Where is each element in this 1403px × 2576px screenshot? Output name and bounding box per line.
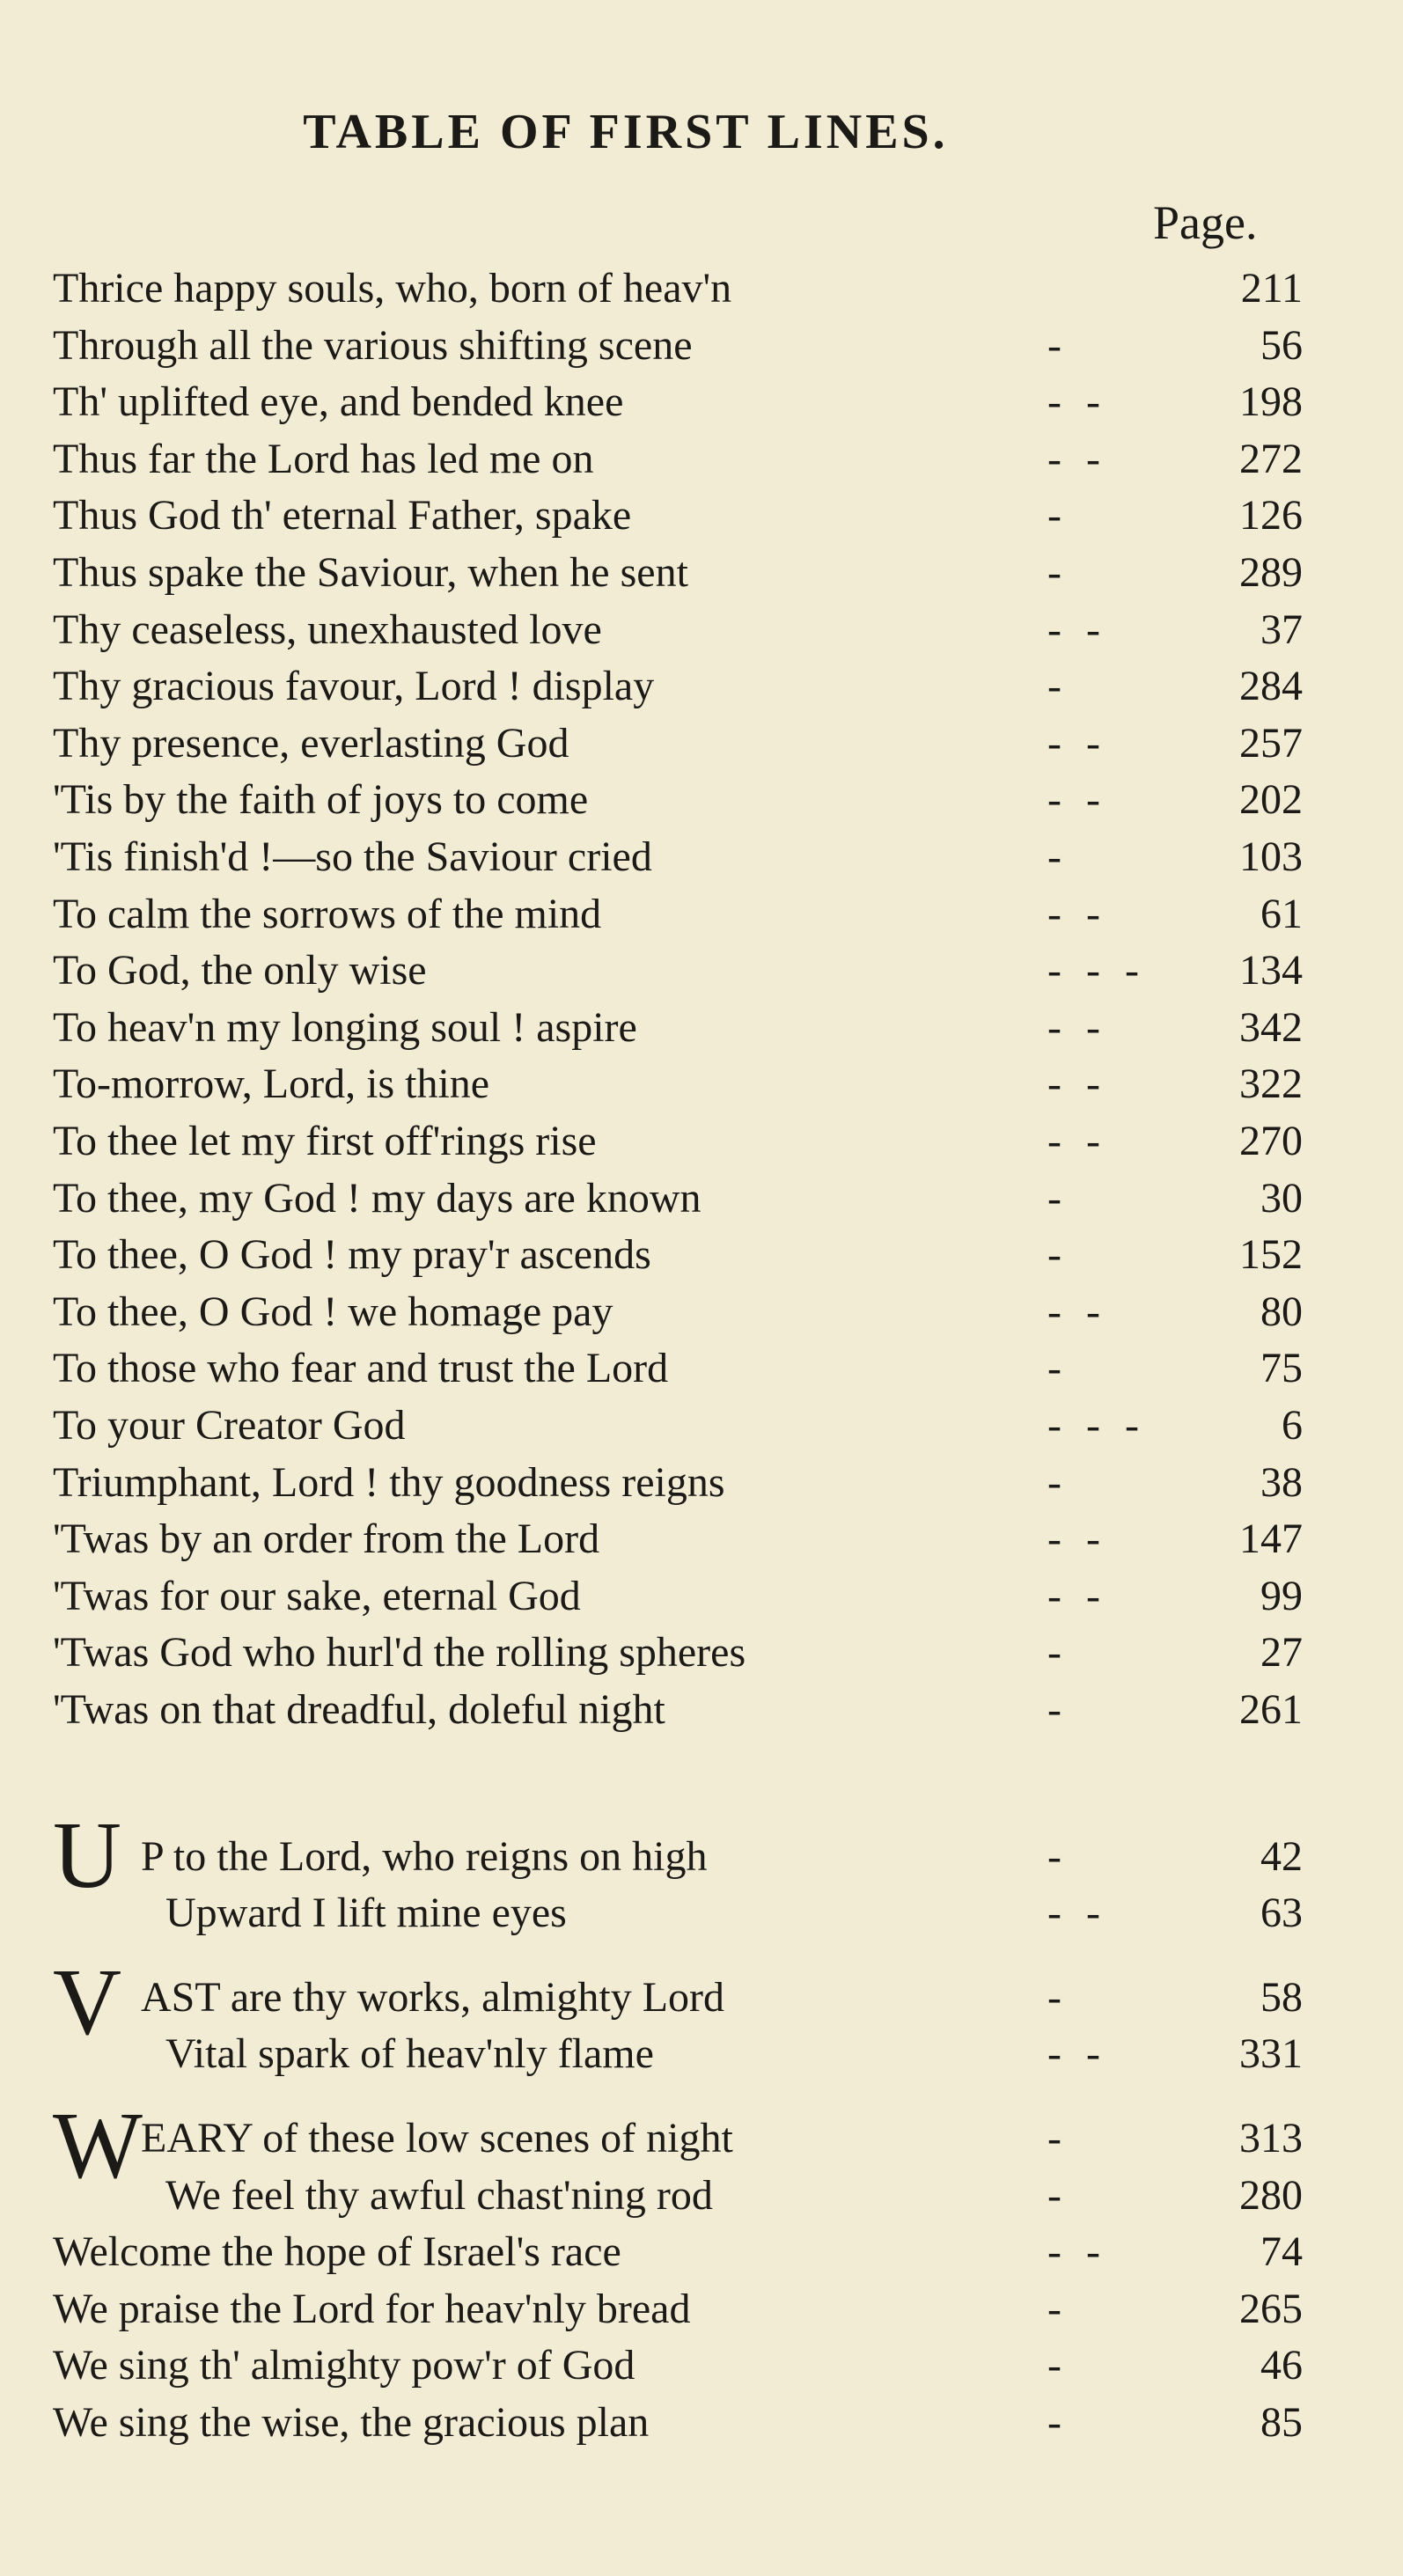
page-number: 80 [1260, 1288, 1303, 1335]
first-line-text: Thus far the Lord has led me on [53, 435, 594, 482]
first-line-text: Welcome the hope of Israel's race [53, 2228, 621, 2276]
first-line-text: P to the Lord, who reigns on high [141, 1833, 708, 1880]
leader-dashes: - [1047, 1833, 1069, 1880]
leader-dashes: - - [1047, 1288, 1107, 1335]
page-number: 313 [1239, 2115, 1303, 2161]
index-entry [53, 716, 1303, 772]
index-entry [53, 374, 1303, 430]
leader-dashes: - - [1047, 605, 1107, 653]
page-number: 74 [1260, 2228, 1303, 2276]
index-entry [53, 1171, 1303, 1227]
first-line-text: To those who fear and trust the Lord [53, 1345, 669, 1392]
index-entry [53, 1829, 1303, 1885]
drop-cap-v: V [53, 1950, 121, 2055]
first-line-text: To heav'n my longing soul ! aspire [53, 1003, 637, 1051]
first-line-text: To thee let my first off'rings rise [53, 1118, 597, 1164]
leader-dashes: - [1047, 2285, 1069, 2332]
page-number: 63 [1260, 1890, 1303, 1936]
leader-dashes: - [1047, 1345, 1069, 1392]
page-number: 322 [1239, 1060, 1303, 1108]
page-number: 56 [1260, 321, 1303, 369]
index-entry [53, 2110, 1303, 2167]
page-number: 342 [1239, 1003, 1303, 1051]
leader-dashes: - [1047, 1686, 1069, 1733]
index-entry [53, 1056, 1303, 1112]
leader-dashes: - - [1047, 1118, 1107, 1164]
leader-dashes: - [1047, 492, 1069, 539]
index-entry [53, 2026, 1303, 2082]
index-entry [53, 1885, 1303, 1941]
index-entry [53, 658, 1303, 715]
first-line-text: To thee, O God ! my pray'r ascends [53, 1231, 651, 1279]
leader-dashes: - - [1047, 2030, 1107, 2077]
page-number: 46 [1260, 2342, 1303, 2389]
page-number: 265 [1239, 2285, 1303, 2332]
first-line-text: Through all the various shifting scene [53, 321, 693, 369]
drop-cap-w: W [53, 2094, 143, 2198]
page-number: 280 [1239, 2171, 1303, 2219]
leader-dashes: - - [1047, 1890, 1107, 1936]
page-number: 198 [1239, 378, 1303, 426]
first-line-text: 'Twas on that dreadful, doleful night [53, 1686, 665, 1733]
page-number: 202 [1239, 776, 1303, 824]
index-entry [53, 318, 1303, 374]
index-entry [53, 488, 1303, 544]
leader-dashes: - - [1047, 719, 1107, 767]
first-line-text: Thus God th' eternal Father, spake [53, 492, 632, 539]
first-line-text: We feel thy awful chast'ning rod [165, 2171, 713, 2219]
page-number: 27 [1260, 1629, 1303, 1677]
first-line-text: 'Twas God who hurl'd the rolling spheres [53, 1629, 746, 1677]
drop-cap-u: U [53, 1803, 121, 1908]
page-number: 99 [1260, 1572, 1303, 1619]
first-line-text: To God, the only wise [53, 947, 427, 994]
leader-dashes: - [1047, 1629, 1069, 1677]
page-number: 211 [1240, 265, 1303, 312]
leader-dashes: - [1047, 833, 1069, 880]
first-line-text: 'Twas by an order from the Lord [53, 1516, 600, 1563]
index-entry [53, 545, 1303, 601]
first-line-text: 'Tis by the faith of joys to come [53, 776, 589, 824]
first-line-text: Vital spark of heav'nly flame [165, 2030, 654, 2077]
index-entry [53, 1340, 1303, 1397]
leader-dashes: - [1047, 1231, 1069, 1279]
leader-dashes: - [1047, 2115, 1069, 2161]
page-number: 75 [1260, 1345, 1303, 1392]
index-entry [53, 943, 1303, 999]
first-line-text: Thy gracious favour, Lord ! display [53, 663, 655, 710]
first-line-text: AST are thy works, almighty Lord [141, 1974, 725, 2021]
index-entry [53, 1682, 1303, 1738]
page-number: 126 [1239, 492, 1303, 539]
first-line-text: Thy presence, everlasting God [53, 719, 569, 767]
index-entry [53, 2281, 1303, 2337]
leader-dashes: - - [1047, 435, 1107, 482]
index-entry [53, 829, 1303, 885]
page-number: 147 [1239, 1516, 1303, 1563]
index-entry [53, 261, 1303, 317]
page-number: 42 [1260, 1833, 1303, 1880]
page-number: 257 [1239, 719, 1303, 767]
page-number: 6 [1282, 1402, 1303, 1449]
first-line-text: To calm the sorrows of the mind [53, 890, 602, 937]
first-line-text: To thee, O God ! we homage pay [53, 1288, 613, 1335]
page-number: 134 [1239, 947, 1303, 994]
first-line-text: 'Tis finish'd !—so the Saviour cried [53, 833, 652, 880]
index-entry [53, 886, 1303, 943]
first-line-text: EARY of these low scenes of night [141, 2115, 733, 2161]
index-entry [53, 1970, 1303, 2026]
first-line-text: We praise the Lord for heav'nly bread [53, 2285, 691, 2332]
page-number: 61 [1260, 890, 1303, 937]
leader-dashes: - [1047, 321, 1069, 369]
first-line-text: Triumphant, Lord ! thy goodness reigns [53, 1458, 725, 1506]
leader-dashes: - - [1047, 776, 1107, 824]
index-entry [53, 2337, 1303, 2394]
page-number: 103 [1239, 833, 1303, 880]
index-entry [53, 431, 1303, 488]
page-number: 58 [1260, 1974, 1303, 2021]
page-number: 331 [1239, 2030, 1303, 2077]
index-entry [53, 1113, 1303, 1170]
leader-dashes: - - [1047, 1003, 1107, 1051]
leader-dashes: - - [1047, 890, 1107, 937]
leader-dashes: - [1047, 2342, 1069, 2389]
first-line-text: Upward I lift mine eyes [165, 1890, 567, 1936]
leader-dashes: - [1047, 1974, 1069, 2021]
page-number: 284 [1239, 663, 1303, 710]
page-number: 289 [1239, 549, 1303, 596]
page-number: 30 [1260, 1174, 1303, 1222]
index-entry [53, 1227, 1303, 1283]
leader-dashes: - - [1047, 2228, 1107, 2276]
index-entry [53, 2224, 1303, 2280]
leader-dashes: - - [1047, 1516, 1107, 1563]
leader-dashes: - [1047, 1458, 1069, 1506]
index-entry [53, 1625, 1303, 1681]
first-line-text: To your Creator God [53, 1402, 406, 1449]
page-number: 152 [1239, 1231, 1303, 1279]
index-entry [53, 2168, 1303, 2224]
first-line-text: Thus spake the Saviour, when he sent [53, 549, 688, 596]
index-entry [53, 1511, 1303, 1567]
leader-dashes: - - [1047, 1572, 1107, 1619]
page-column-header: Page. [1153, 196, 1258, 249]
first-line-text: To thee, my God ! my days are known [53, 1174, 702, 1222]
leader-dashes: - [1047, 2171, 1069, 2219]
index-entry [53, 2395, 1303, 2451]
leader-dashes: - [1047, 549, 1069, 596]
leader-dashes: - [1047, 1174, 1069, 1222]
index-entry [53, 1398, 1303, 1454]
index-entry [53, 1568, 1303, 1625]
index-entry [53, 1000, 1303, 1056]
page-number: 272 [1239, 435, 1303, 482]
index-entry [53, 1284, 1303, 1340]
leader-dashes: - - - [1047, 947, 1146, 994]
page-number: 37 [1260, 605, 1303, 653]
index-entry [53, 1455, 1303, 1511]
first-line-text: To-morrow, Lord, is thine [53, 1060, 490, 1108]
leader-dashes: - - [1047, 378, 1107, 426]
page-title: TABLE OF FIRST LINES. [303, 105, 949, 159]
first-line-text: Thy ceaseless, unexhausted love [53, 605, 602, 653]
page-number: 85 [1260, 2399, 1303, 2446]
first-line-text: 'Twas for our sake, eternal God [53, 1572, 581, 1619]
first-line-text: We sing th' almighty pow'r of God [53, 2342, 635, 2389]
first-line-text: Th' uplifted eye, and bended knee [53, 378, 624, 426]
page-number: 270 [1239, 1118, 1303, 1164]
leader-dashes: - - - [1047, 1402, 1146, 1449]
leader-dashes: - [1047, 663, 1069, 710]
index-entry [53, 602, 1303, 658]
page-number: 261 [1239, 1686, 1303, 1733]
page-number: 38 [1260, 1458, 1303, 1506]
first-line-text: We sing the wise, the gracious plan [53, 2399, 650, 2446]
first-line-text: Thrice happy souls, who, born of heav'n [53, 265, 732, 312]
leader-dashes: - [1047, 2399, 1069, 2446]
index-entry [53, 772, 1303, 828]
leader-dashes: - - [1047, 1060, 1107, 1108]
